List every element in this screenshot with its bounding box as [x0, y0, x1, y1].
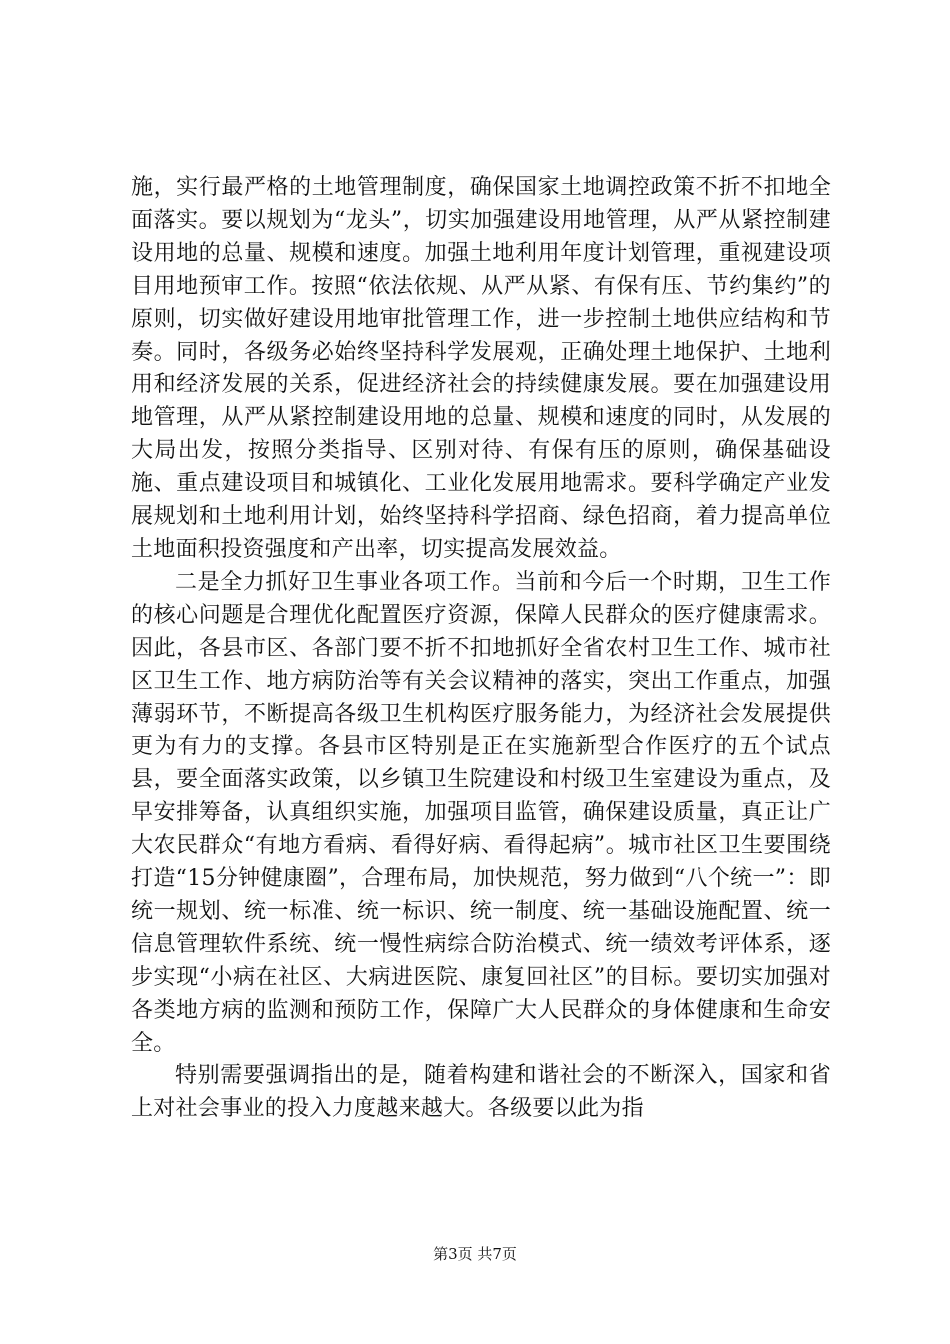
- paragraph-health-work: 二是全力抓好卫生事业各项工作。当前和今后一个时期，卫生工作的核心问题是合理优化配置医疗资源，保障人民群众的医疗健康需求。因此，各县市区、各部门要不折不扣地抓好全省农村卫生工作、城市社区卫生工作、地方病防治等有关会议精神的落实，突出工作重点，加强薄弱环节，不断提高各级卫生机构医疗服务能力，为经济社会发展提供更为有力的支撑。各县市区特别是正在实施新型合作医疗的五个试点县，要全面落实政策，以乡镇卫生院建设和村级卫生室建设为重点，及早安排筹备，认真组织实施，加强项目监管，确保建设质量，真正让广大农民群众“有地方看病、看得好病、看得起病”。城市社区卫生要围绕打造“15分钟健康圈”，合理布局，加快规范，努力做到“八个统一”：即统一规划、统一标准、统一标识、统一制度、统一基础设施配置、统一信息管理软件系统、统一慢性病综合防治模式、统一绩效考评体系，逐步实现“小病在社区、大病进医院、康复回社区”的目标。要切实加强对各类地方病的监测和预防工作，保障广大人民群众的身体健康和生命安全。: [131, 569, 831, 1056]
- paragraph-land-management: 施，实行最严格的土地管理制度，确保国家土地调控政策不折不扣地全面落实。要以规划为“龙头”，切实加强建设用地管理，从严从紧控制建设用地的总量、规模和速度。加强土地利用年度计划管理，重视建设项目用地预审工作。按照“依法依规、从严从紧、有保有压、节约集约”的原则，切实做好建设用地审批管理工作，进一步控制土地供应结构和节奏。同时，各级务必始终坚持科学发展观，正确处理土地保护、土地利用和经济发展的关系，促进经济社会的持续健康发展。要在加强建设用地管理，从严从紧控制建设用地的总量、规模和速度的同时，从发展的大局出发，按照分类指导、区别对待、有保有压的原则，确保基础设施、重点建设项目和城镇化、工业化发展用地需求。要科学确定产业发展规划和土地利用计划，始终坚持科学招商、绿色招商，着力提高单位土地面积投资强度和产出率，切实提高发展效益。: [131, 175, 831, 562]
- document-body: [131, 172, 831, 1126]
- paragraph-social-investment: 特别需要强调指出的是，随着构建和谐社会的不断深入，国家和省上对社会事业的投入力度越来越大。各级要以此为指: [131, 1063, 831, 1122]
- page-footer: 第3页 共7页: [433, 1245, 517, 1263]
